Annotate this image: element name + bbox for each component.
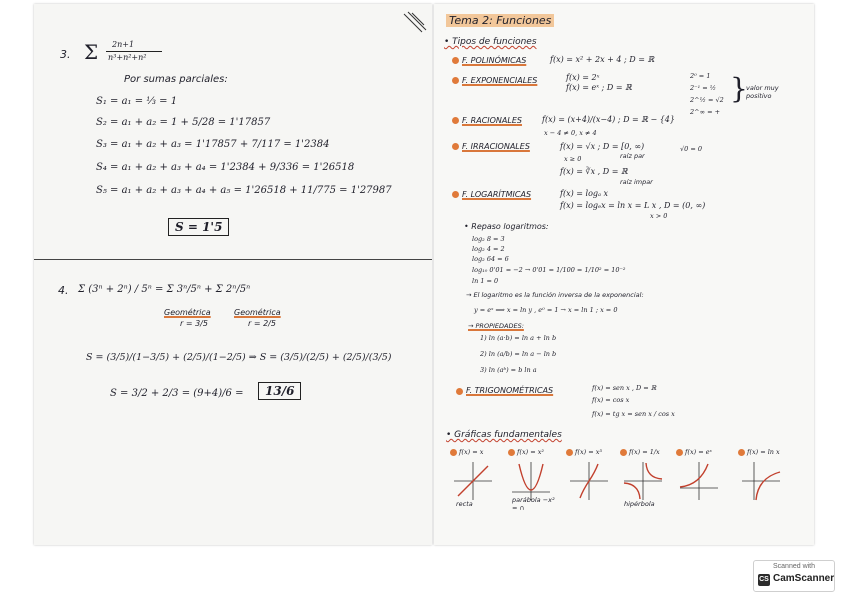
fraction-bar [106,51,162,52]
sigma-symbol: Σ [84,40,99,64]
orange-bullet-icon [452,143,459,150]
irracionales-formula-2: f(x) = ∛x , D = ℝ [560,167,628,176]
graph-label: f(x) = ln x [747,448,780,456]
exercise-4-step-2: S = (3/5)/(1−3/5) + (2/5)/(1−2/5) ⇒ S = (3/5)/(2/5) + (2/5)/(3/5) [86,352,392,363]
racionales-formula: f(x) = (x+4)/(x−4) ; D = ℝ − {4} [542,115,675,124]
exercise-3-result: S = 1'5 [168,218,229,236]
orange-bullet-icon [452,57,459,64]
series-denominator: n³+n²+n² [108,53,147,62]
polinomicas-formula: f(x) = x² + 2x + 4 ; D = ℝ [550,55,655,64]
orange-bullet-icon [450,449,457,456]
exercise-4-number: 4. [58,284,69,297]
orange-bullet-icon [620,449,627,456]
partial-sum-line: S₂ = a₁ + a₂ = 1 + 5/28 = 1'17857 [96,117,271,128]
exponent-example: 2⁰ = 1 [690,72,711,80]
graph-caption: recta [456,500,473,508]
partial-sum-line: S₅ = a₁ + a₂ + a₃ + a₄ + a₅ = 1'26518 + 11/775 = 1'27987 [96,185,392,196]
left-notebook-page [34,4,432,545]
exponent-example: 2^½ = √2 [690,96,724,104]
raiz-par-note: raíz par [620,152,645,160]
right-notebook-page [434,4,814,545]
exponencial-formula-2: f(x) = eˣ ; D = ℝ [566,83,632,92]
exercise-4-step-3: S = 3/2 + 2/3 = (9+4)/6 = [110,388,244,399]
camscanner-badge [753,560,835,592]
camscanner-logo-icon: CS [758,574,770,586]
orange-bullet-icon [452,77,459,84]
scanned-with-text: Scanned with [772,563,816,570]
irracionales-formula-1: f(x) = √x ; D = [0, ∞) [560,142,645,151]
linear-graph-icon [452,460,494,502]
graph-label: f(x) = x² [517,448,544,456]
geometric-ratio-1: r = 3/5 [180,319,208,328]
trig-formula: f(x) = tg x = sen x / cos x [592,410,675,418]
repaso-title: • Repaso logaritmos: [464,222,549,231]
logaritmicas-label: F. LOGARÍTMICAS [462,190,532,199]
graph-caption: parábola −x² = ∩ [512,496,555,512]
camscanner-name: CamScanner [773,573,835,584]
series-numerator: 2n+1 [112,40,135,49]
geometric-label-1: Geométrica [164,308,211,317]
polinomicas-label: F. POLINÓMICAS [462,56,527,65]
logaritmicas-formula-2: f(x) = logₑx = ln x = L x , D = (0, ∞) [560,201,706,210]
exponent-example: 2^∞ = + [690,108,721,116]
graph-label: f(x) = eˣ [685,448,712,456]
partial-sums-intro: Por sumas parciales: [124,74,228,85]
exponenciales-label: F. EXPONENCIALES [462,76,538,85]
racionales-label: F. RACIONALES [462,116,522,125]
raiz-impar-note: raíz impar [620,178,653,186]
pencil-scribble-icon [402,10,428,36]
geometric-ratio-2: r = 2/5 [248,319,276,328]
property-line: 3) ln (aᵇ) = b ln a [480,366,537,374]
trig-formula: f(x) = sen x , D = ℝ [592,384,657,392]
partial-sum-line: S₃ = a₁ + a₂ + a₃ = 1'17857 + 7/117 = 1'2384 [96,139,330,150]
logaritmicas-condition: x > 0 [650,212,668,220]
exercise-3-number: 3. [60,48,71,61]
irracionales-condition: x ≥ 0 [564,155,582,163]
section-divider [34,259,432,260]
page-title: Tema 2: Funciones [446,14,554,27]
graficas-heading: • Gráficas fundamentales [446,430,562,440]
graph-caption: hipérbola [624,500,655,508]
exponent-example: 2⁻¹ = ½ [690,84,717,92]
repaso-line: log₂ 4 = 2 [472,245,505,253]
exponencial-formula-1: f(x) = 2ˣ [566,73,600,82]
orange-bullet-icon [452,117,459,124]
graph-label: f(x) = 1/x [629,448,660,456]
repaso-line: log₂ 64 = 6 [472,255,509,263]
orange-bullet-icon [566,449,573,456]
hyperbola-graph-icon [622,460,664,502]
repaso-line: log₁₀ 0'01 = −2 → 0'01 = 1/100 = 1/10² = 10⁻² [472,266,626,274]
exercise-4-expression: Σ (3ⁿ + 2ⁿ) / 5ⁿ = Σ 3ⁿ/5ⁿ + Σ 2ⁿ/5ⁿ [78,284,251,295]
partial-sum-line: S₄ = a₁ + a₂ + a₃ + a₄ = 1'2384 + 9/336 = 1'26518 [96,162,355,173]
cubic-graph-icon [568,460,610,502]
orange-bullet-icon [676,449,683,456]
racionales-condition: x − 4 ≠ 0, x ≠ 4 [544,129,597,137]
orange-bullet-icon [738,449,745,456]
geometric-label-2: Geométrica [234,308,281,317]
section-heading: • Tipos de funciones [444,37,537,47]
root-zero-example: √0 = 0 [680,145,702,153]
property-line: 1) ln (a·b) = ln a + ln b [480,334,557,342]
orange-bullet-icon [456,388,463,395]
exponent-note: valor muy positivo [746,84,779,100]
property-line: 2) ln (a/b) = ln a − ln b [480,350,557,358]
orange-bullet-icon [508,449,515,456]
irracionales-label: F. IRRACIONALES [462,142,530,151]
logaritmicas-formula-1: f(x) = logₐ x [560,189,609,198]
brace-symbol: } [730,72,748,105]
inverse-statement: → El logaritmo es la función inversa de la exponencial: [466,291,644,299]
propiedades-title: → PROPIEDADES: [468,322,524,330]
logarithm-graph-icon [740,460,782,502]
repaso-line: ln 1 = 0 [472,277,499,285]
partial-sum-line: S₁ = a₁ = ⅓ = 1 [96,96,178,107]
exponential-graph-icon [678,460,720,502]
repaso-line: log₂ 8 = 3 [472,235,505,243]
exercise-4-result: 13/6 [258,382,301,400]
orange-bullet-icon [452,191,459,198]
inverse-equation: y = eˣ ⟹ x = ln y , e⁰ = 1 → x = ln 1 ; x = 0 [474,306,618,314]
graph-label: f(x) = x [459,448,484,456]
trig-formula: f(x) = cos x [592,396,630,404]
trigonometricas-label: F. TRIGONOMÉTRICAS [466,386,554,395]
graph-label: f(x) = x³ [575,448,602,456]
